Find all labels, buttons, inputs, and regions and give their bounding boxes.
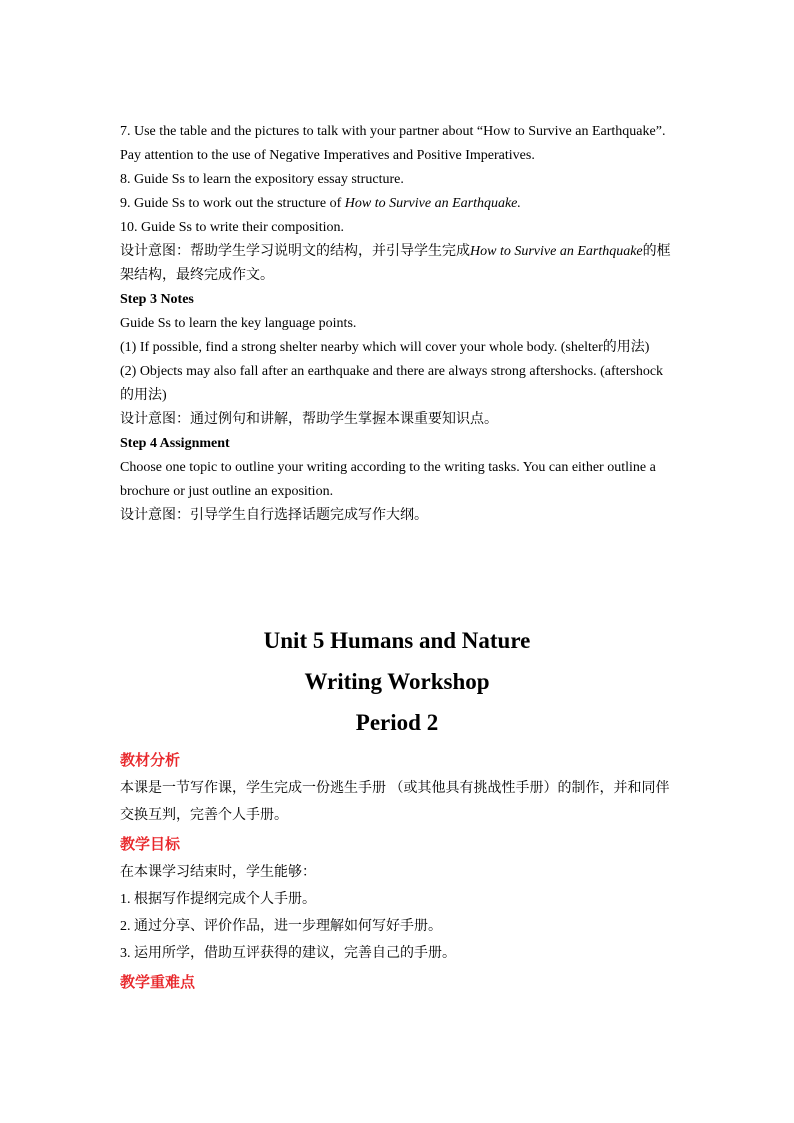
design-intent-2: 设计意图：通过例句和讲解，帮助学生掌握本课重要知识点。 bbox=[120, 412, 498, 427]
title-unit: Unit 5 Humans and Nature bbox=[263, 628, 531, 653]
lesson-plan-body bbox=[120, 745, 674, 997]
note-1: (1) If possible, find a strong shelter nearby which will cover your whole body. (shelter的用法) bbox=[120, 340, 650, 355]
title-period: Period 2 bbox=[355, 710, 439, 735]
goal-2: 2. 通过分享、评价作品，进一步理解如何写好手册。 bbox=[120, 919, 442, 934]
title-workshop: Writing Workshop bbox=[304, 669, 490, 694]
analysis-line-1: 本课是一节写作课，学生完成一份逃生手册 （或其他具有挑战性手册）的制作，并和同伴 bbox=[120, 781, 670, 796]
goal-1: 1. 根据写作提纲完成个人手册。 bbox=[120, 892, 316, 907]
step-3-heading: Step 3 Notes bbox=[120, 292, 194, 307]
step-3-intro: Guide Ss to learn the key language points. bbox=[120, 316, 357, 331]
step-4-heading: Step 4 Assignment bbox=[120, 436, 230, 451]
note-2-line-2: 的用法) bbox=[120, 388, 167, 403]
goals-intro: 在本课学习结束时，学生能够： bbox=[120, 865, 316, 880]
lesson-title bbox=[0, 620, 794, 743]
design-intent-1-line-2: 架结构，最终完成作文。 bbox=[120, 268, 274, 283]
design-intent-1-title: How to Survive an Earthquake bbox=[470, 244, 643, 259]
item-9-prefix: 9. Guide Ss to work out the structure of bbox=[120, 196, 345, 211]
step-4-line-1: Choose one topic to outline your writing according to the writing tasks. You can either outline a bbox=[120, 460, 656, 475]
item-7-line-2: Pay attention to the use of Negative Imperatives and Positive Imperatives. bbox=[120, 148, 535, 163]
heading-teaching-goals: 教学目标 bbox=[120, 835, 181, 853]
upper-section bbox=[120, 120, 674, 528]
item-9 bbox=[120, 192, 674, 216]
goal-3: 3. 运用所学，借助互评获得的建议，完善自己的手册。 bbox=[120, 946, 456, 961]
note-2-line-1: (2) Objects may also fall after an earthquake and there are always strong aftershocks. (aftershock bbox=[120, 364, 664, 379]
design-intent-1-prefix: 设计意图：帮助学生学习说明文的结构，并引导学生完成 bbox=[120, 244, 470, 259]
item-10: 10. Guide Ss to write their composition. bbox=[120, 220, 344, 235]
item-7-line-1: 7. Use the table and the pictures to talk with your partner about “How to Survive an Earthquake”. bbox=[120, 124, 666, 139]
item-8: 8. Guide Ss to learn the expository essay structure. bbox=[120, 172, 404, 187]
item-9-title: How to Survive an Earthquake. bbox=[344, 196, 521, 211]
heading-key-difficulties: 教学重难点 bbox=[120, 973, 196, 991]
design-intent-1 bbox=[120, 240, 674, 264]
analysis-line-2: 交换互判，完善个人手册。 bbox=[120, 808, 288, 823]
heading-material-analysis: 教材分析 bbox=[120, 751, 181, 769]
step-4-line-2: brochure or just outline an exposition. bbox=[120, 484, 334, 499]
design-intent-3: 设计意图：引导学生自行选择话题完成写作大纲。 bbox=[120, 508, 428, 523]
design-intent-1-suffix: 的框 bbox=[642, 244, 671, 259]
